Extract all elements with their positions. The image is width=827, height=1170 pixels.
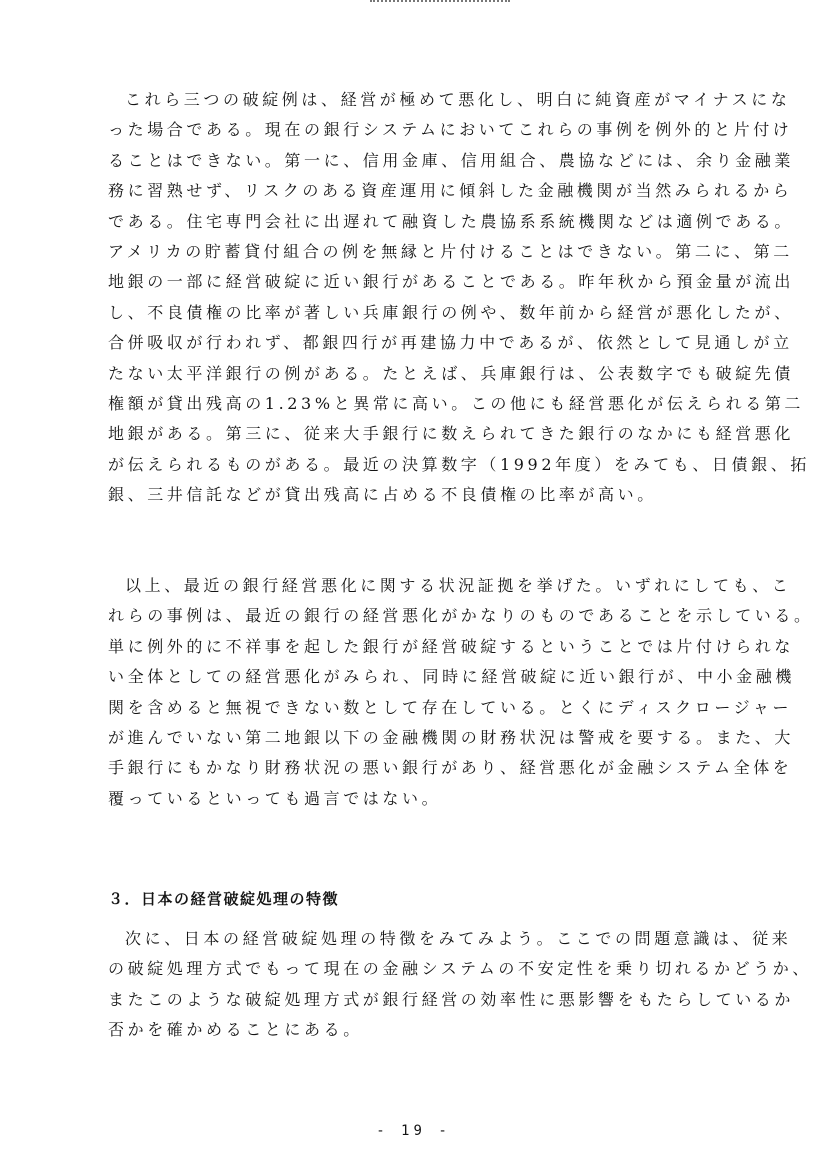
text-line: 地銀がある。第三に、従来大手銀行に数えられてきた銀行のなかにも経営悪化 <box>108 424 795 444</box>
text-line: 合併吸収が行われず、都銀四行が再建協力中であるが、依然として見通しが立 <box>108 333 793 353</box>
text-line: これら三つの破綻例は、経営が極めて悪化し、明白に純資産がマイナスにな <box>125 90 791 109</box>
text-line: 否かを確かめることにある。 <box>108 1020 363 1040</box>
text-line: 務に習熟せず、リスクのある資産運用に傾斜した金融機関が当然みられるから <box>108 181 793 201</box>
text-line: った場合である。現在の銀行システムにおいてこれらの事例を例外的と片付け <box>108 120 793 140</box>
text-line: の破綻処理方式でもって現在の金融システムの不安定性を乗り切れるかどうか、 <box>108 959 813 979</box>
text-line: 次に、日本の経営破綻処理の特徴をみてみよう。ここでの問題意識は、従来 <box>125 929 792 948</box>
page-number: - 19 - <box>376 1123 451 1139</box>
text-line: 手銀行にもかなり財務状況の悪い銀行があり、経営悪化が金融システム全体を <box>108 758 793 778</box>
text-line: 以上、最近の銀行経営悪化に関する状況証拠を挙げた。いずれにしても、こ <box>125 576 792 595</box>
text-line: である。住宅専門会社に出遅れて融資した農協系系統機関などは適例である。 <box>108 211 795 231</box>
text-line: し、不良債権の比率が著しい兵庫銀行の例や、数年前から経営が悪化したが、 <box>108 302 794 322</box>
text-line: 単に例外的に不祥事を起した銀行が経営破綻するということでは片付けられな <box>108 636 795 656</box>
section-heading: ３．日本の経営破綻処理の特徴 <box>108 890 340 908</box>
text-line: またこのような破綻処理方式が銀行経営の効率性に悪影響をもたらしているか <box>108 989 795 1009</box>
text-line: 権額が貸出残高の1.23%と異常に高い。この他にも経営悪化が伝えられる第二 <box>108 394 805 413</box>
text-line: い全体としての経営悪化がみられ、同時に経営破綻に近い銀行が、中小金融機 <box>108 667 795 687</box>
text-line: 関を含めると無視できない数として存在している。とくにディスクロージャー <box>108 697 793 717</box>
text-line: が進んでいない第二地銀以下の金融機関の財務状況は警戒を要する。また、大 <box>108 728 795 747</box>
text-line: たない太平洋銀行の例がある。たとえば、兵庫銀行は、公表数字でも破綻先債 <box>108 363 795 383</box>
text-line: れらの事例は、最近の銀行の経営悪化がかなりのものであることを示している。 <box>108 606 814 626</box>
text-line: ることはできない。第一に、信用金庫、信用組合、農協などには、余り金融業 <box>108 150 795 170</box>
text-line: 覆っているといっても過言ではない。 <box>108 788 442 808</box>
text-line: 銀、三井信託などが貸出残高に占める不良債権の比率が高い。 <box>108 485 657 505</box>
scan-artifact-marks <box>370 0 510 8</box>
text-line: 地銀の一部に経営破綻に近い銀行があることである。昨年秋から預金量が流出 <box>108 272 795 292</box>
text-line: が伝えられるものがある。最近の決算数字（1992年度）をみても、日債銀、拓 <box>108 454 810 474</box>
text-line: アメリカの貯蓄貸付組合の例を無縁と片付けることはできない。第二に、第二 <box>108 242 793 261</box>
